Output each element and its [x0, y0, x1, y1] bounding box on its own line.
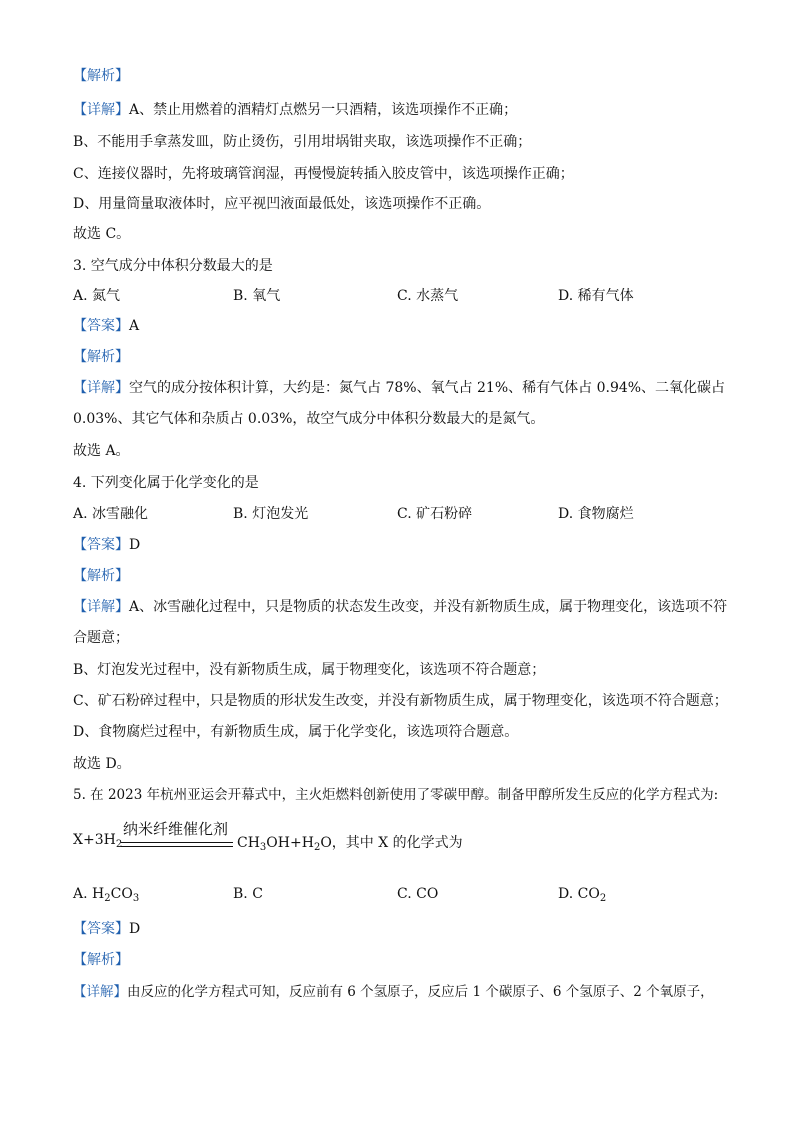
detail-line — [73, 982, 714, 1002]
option-d: D. 食物腐烂 — [558, 506, 634, 522]
answer-tag: 【答案】 — [73, 921, 129, 937]
option-b: B. C — [233, 886, 263, 902]
equation-products: $CH_3OH+H_2O$，其中 X 的化学式为 — [237, 835, 463, 853]
option-c: C. 矿石粉碎 — [397, 506, 473, 522]
conclusion: 故选 D。 — [73, 756, 131, 772]
answer-value: D — [129, 921, 141, 937]
conclusion: 故选 C。 — [73, 226, 131, 242]
option-c: C. 水蒸气 — [397, 288, 459, 304]
conclusion: 故选 A。 — [73, 443, 130, 459]
equation-reactants: $X+3H_2$ — [73, 832, 123, 850]
option-b: B. 灯泡发光 — [233, 506, 309, 522]
question-stem: 5. 在 2023 年杭州亚运会开幕式中，主火炬燃料创新使用了零碳甲醇。制备甲醇所发生反应的化学方程式为: — [73, 787, 719, 803]
detail-text: 空气的成分按体积计算，大约是：氮气占 78%、氧气占 21%、稀有气体占 0.94%、二氧化碳占 — [129, 380, 726, 396]
detail-tag: 【详解】 — [73, 102, 129, 118]
detail-line — [73, 100, 517, 120]
option-a: A. 冰雪融化 — [73, 506, 149, 522]
detail-line: 0.03%、其它气体和杂质占 0.03%，故空气成分中体积分数最大的是氮气。 — [73, 411, 545, 427]
option-d: D. $CO_2$ — [558, 886, 607, 904]
detail-line: C、连接仪器时，先将玻璃管润湿，再慢慢旋转插入胶皮管中，该选项操作正确； — [73, 166, 574, 182]
analysis-heading: 【解析】 — [73, 568, 129, 584]
equation-condition: 纳米纤维催化剂 — [123, 820, 229, 838]
detail-tag: 【详解】 — [73, 599, 129, 615]
answer-value: A — [129, 318, 140, 334]
chemical-equation — [73, 818, 633, 862]
option-a: A. 氮气 — [73, 288, 121, 304]
detail-text: 由反应的化学方程式可知，反应前有 6 个氢原子，反应后 1 个碳原子、6 个氢原子、2 个氧原子， — [127, 984, 714, 1000]
answer-line — [73, 316, 139, 336]
answer-line — [73, 919, 140, 939]
answer-tag: 【答案】 — [73, 537, 129, 553]
option-c: C. CO — [397, 886, 439, 902]
detail-line: D、用量筒量取液体时，应平视凹液面最低处，该选项操作不正确。 — [73, 196, 491, 212]
question-stem: 3. 空气成分中体积分数最大的是 — [73, 258, 273, 274]
option-a: A. $H_2CO_3$ — [73, 886, 140, 904]
analysis-heading: 【解析】 — [73, 68, 129, 84]
analysis-heading: 【解析】 — [73, 952, 129, 968]
option-d: D. 稀有气体 — [558, 288, 634, 304]
detail-tag: 【详解】 — [73, 380, 129, 396]
detail-line: 合题意； — [73, 630, 129, 646]
detail-text: A、冰雪融化过程中，只是物质的状态发生改变，并没有新物质生成，属于物理变化，该选项不符 — [129, 599, 728, 615]
detail-text: A、禁止用燃着的酒精灯点燃另一只酒精，该选项操作不正确； — [129, 102, 518, 118]
analysis-heading: 【解析】 — [73, 349, 129, 365]
equation-bar — [121, 846, 233, 847]
answer-line — [73, 535, 140, 555]
option-b: B. 氧气 — [233, 288, 281, 304]
detail-line: B、不能用手拿蒸发皿，防止烫伤，引用坩埚钳夹取，该选项操作不正确； — [73, 134, 532, 150]
equation-bar — [121, 842, 233, 843]
detail-tag: 【详解】 — [73, 984, 127, 1000]
answer-tag: 【答案】 — [73, 318, 129, 334]
answer-value: D — [129, 537, 141, 553]
detail-line: D、食物腐烂过程中，有新物质生成，属于化学变化，该选项符合题意。 — [73, 724, 519, 740]
question-stem: 4. 下列变化属于化学变化的是 — [73, 475, 259, 491]
detail-line — [73, 378, 725, 398]
detail-line: B、灯泡发光过程中，没有新物质生成，属于物理变化，该选项不符合题意； — [73, 662, 546, 678]
detail-line — [73, 597, 727, 617]
detail-line: C、矿石粉碎过程中，只是物质的形状发生改变，并没有新物质生成，属于物理变化，该选项不符合题意； — [73, 693, 728, 709]
